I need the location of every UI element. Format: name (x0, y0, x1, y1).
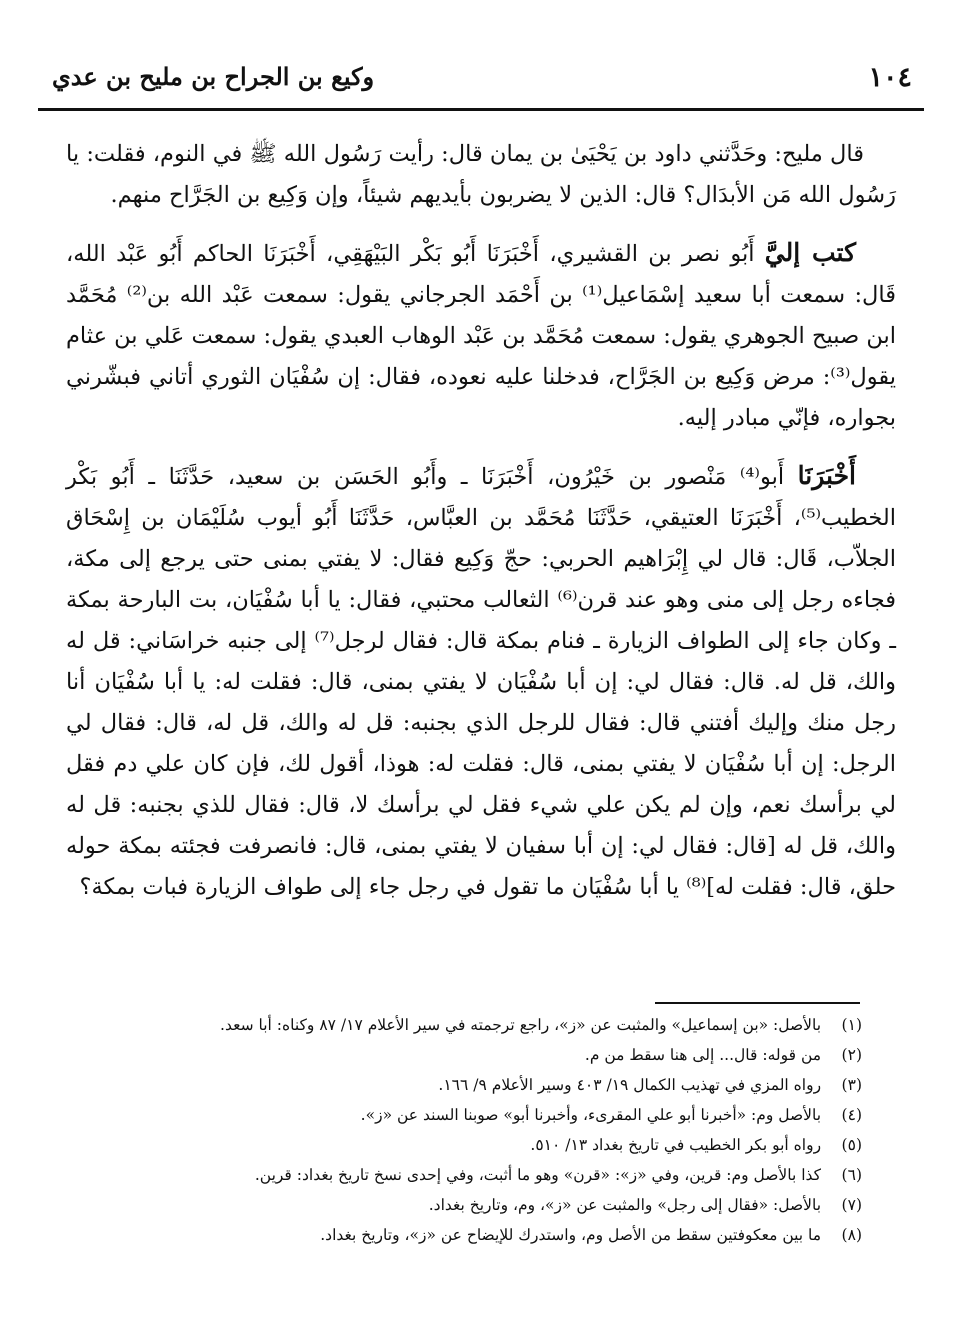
paragraph-lead: كتب إليَّ (764, 238, 856, 267)
footnote-number: (١) (841, 1016, 862, 1034)
footnote-text: رواه أبو بكر الخطيب في تاريخ بغداد ١٣/ ٥١٠. (530, 1136, 822, 1154)
footnotes (140, 1010, 862, 1250)
footnote-text: رواه المزي في تهذيب الكمال ١٩/ ٤٠٣ وسير الأعلام ٩/ ١٦٦. (438, 1076, 822, 1094)
footnote (140, 1010, 862, 1040)
paragraph-lead: أَخْبَرَنَا (797, 461, 856, 490)
footnote-text: ما بين معكوفتين سقط من الأصل وم، واستدرك للإيضاح عن «ز»، وتاريخ بغداد. (320, 1226, 822, 1244)
footnote (140, 1100, 862, 1130)
paragraph (66, 132, 896, 216)
footnote-text: كذا بالأصل وم: قرين، وفي «ز»: «قرن» وهو ما أثبت، وفي إحدى نسخ تاريخ بغداد: قرين. (254, 1166, 822, 1184)
header-rule (38, 108, 924, 111)
paragraph-text: أَبُو نصر بن القشيري، أَخْبَرَنَا أَبُو بَكْر البَيْهَقِي، أَخْبَرَنَا الحاكم أَبُو عَبْد الله، قَال: سمعت أبا سعيد إسْمَاعيل⁽¹⁾ بن أَحْمَد الجرجاني يقول: سمعت عَبْد الله بن⁽²⁾ مُحَمَّد ابن صبيح الجوهري يقول: سمعت مُحَمَّد بن عَبْد الوهاب العبدي يقول: سمعت عَلي بن عثام يقول⁽³⁾: مرض وَكِيع بن الجَرَّاح، فدخلنا عليه نعوده، فقال: إن سُفْيَان الثوري أتاني فبشّرني بجواره، فإنّي مبادر إليه. (66, 241, 896, 431)
page-header (40, 58, 922, 102)
paragraph (66, 232, 896, 439)
footnote-rule (655, 1002, 860, 1004)
footnote (140, 1070, 862, 1100)
paragraph-text: أَبو⁽⁴⁾ مَنْصور بن خَيْرُون، أَخْبَرَنَا ـ وأَبُو الحَسَن بن سعيد، حَدَّثَنَا ـ أَبُو بَكْر الخطيب⁽⁵⁾، أَخْبَرَنَا العتيقي، حَدَّثَنَا مُحَمَّد بن العبَّاس، حَدَّثَنَا أَبُو أيوب سُلَيْمَان بن إِسْحَاق الجلاّب، قَال: قال لي إِبْرَاهيم الحربي: حجّ وَكِيع فقال: لا يفتي بمنى حتى يرجع إلى مكة، فجاءه رجل إلى منى وهو عند قرن⁽⁶⁾ الثعالب محتبي، فقال: يا أبا سُفْيَان، بت البارحة بمكة ـ وكان جاء إلى الطواف الزيارة ـ فنام بمكة قال: فقال لرجل⁽⁷⁾ إلى جنبه خراسَاني: قل له والك، قل له. قال: فقال لي: إن أبا سُفْيَان لا يفتي بمنى، قال: فقلت له: يا أبا سُفْيَان أنا رجل منك وإليك أفتني قال: فقال للرجل الذي بجنبه: قل له والك، قل له، قال: فقال لي الرجل: إن أبا سُفْيَان لا يفتي بمنى، قال: فقلت له: هوذا، أقول لك، فإن كان علي دم فقل لي برأسك نعم، وإن لم يكن علي شيء فقل لي برأسك لا، قال: فقال للذي بجنبه: قل له والك، قل له [قال: فقال لي: إن أبا سفيان لا يفتي بمنى، قال: فانصرفت فجئته بمكة حوله حلق، قال: فقلت له]⁽⁸⁾ يا أبا سُفْيَان ما تقول في رجل جاء إلى طواف الزيارة فبات بمكة؟ (66, 464, 896, 900)
page-number: ١٠٤ (868, 62, 912, 93)
paragraph (66, 455, 896, 908)
footnote-number: (٤) (841, 1106, 862, 1124)
footnote-number: (٨) (841, 1226, 862, 1244)
footnote-number: (٣) (841, 1076, 862, 1094)
footnote-number: (٢) (841, 1046, 862, 1064)
paragraph-text: قال مليح: وحَدَّثني داود بن يَحْيَىٰ بن يمان قال: رأيت رَسُول الله ﷺ في النوم، فقلت: يا رَسُول الله مَن الأبدَال؟ قال: الذين لا يضربون بأيديهم شيئاً، وإن وَكِيع بن الجَرَّاح منهم. (66, 141, 896, 208)
main-text (66, 132, 896, 924)
footnote-number: (٦) (841, 1166, 862, 1184)
footnote-number: (٥) (841, 1136, 862, 1154)
footnote (140, 1220, 862, 1250)
footnote-text: بالأصل: «فقال إلى رجل» والمثبت عن «ز»، وم، وتاريخ بغداد. (428, 1196, 822, 1214)
running-title: وكيع بن الجراح بن مليح بن عدي (52, 62, 375, 91)
footnote-number: (٧) (841, 1196, 862, 1214)
footnote (140, 1040, 862, 1070)
footnote-text: من قوله: قال... إلى هنا سقط من م. (584, 1046, 822, 1064)
footnote-text: بالأصل وم: «أخبرنا أبو علي المقرىء، وأخبرنا أبو» صوبنا السند عن «ز». (360, 1106, 822, 1124)
footnote (140, 1160, 862, 1190)
footnote (140, 1190, 862, 1220)
footnote (140, 1130, 862, 1160)
footnote-text: بالأصل: «بن إسماعيل» والمثبت عن «ز»، راجع ترجمته في سير الأعلام ١٧/ ٨٧ وكناه: أبا سعد. (220, 1016, 822, 1034)
